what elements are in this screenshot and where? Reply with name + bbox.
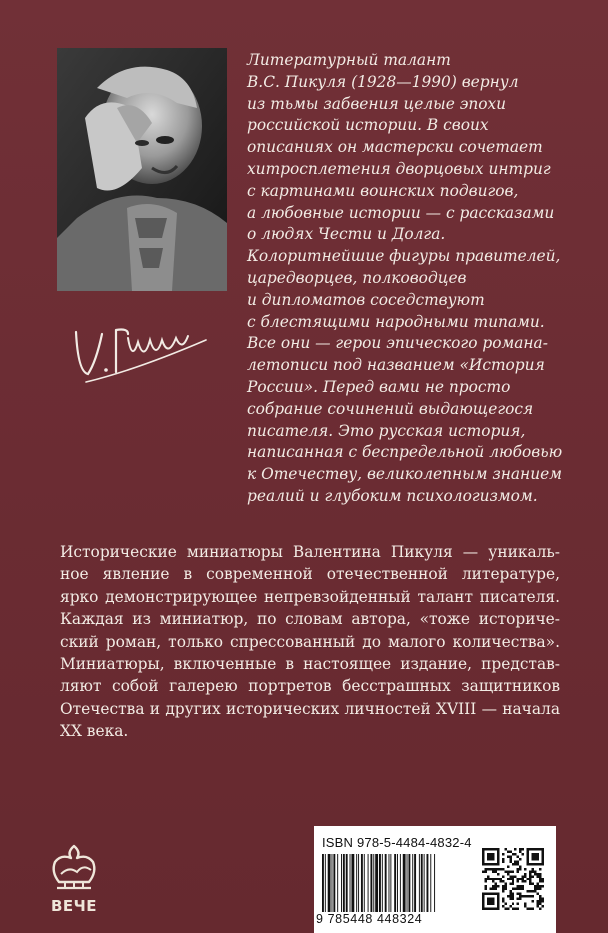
intro-line: писателя. Это русская история, bbox=[247, 421, 526, 440]
author-portrait-photo bbox=[57, 48, 227, 291]
body-line: Каждая из миниатюр, по словам автора, «тоже историче- bbox=[60, 610, 560, 629]
intro-line: к Отечеству, великолепным знанием bbox=[247, 465, 562, 484]
intro-line: с картинами воинских подвигов, bbox=[247, 181, 519, 200]
intro-line: с блестящими народными типами. bbox=[247, 312, 545, 331]
qr-code bbox=[482, 848, 544, 910]
intro-line: В.С. Пикуля (1928—1990) вернул bbox=[247, 72, 519, 91]
body-line: Отечества и других исторических личностей XVIII — начала bbox=[60, 699, 560, 718]
intro-line: российской истории. В своих bbox=[247, 116, 489, 135]
annotation-paragraph bbox=[60, 541, 560, 743]
bird-emblem-icon bbox=[47, 842, 101, 896]
intro-line: России». Перед вами не просто bbox=[247, 377, 511, 396]
author-signature bbox=[66, 312, 216, 390]
intro-line: описаниях он мастерски сочетает bbox=[247, 138, 543, 157]
intro-line: о людях Чести и Долга. bbox=[247, 225, 446, 244]
intro-line: и дипломатов соседствуют bbox=[247, 290, 485, 309]
ean-barcode bbox=[320, 854, 470, 912]
qr-code-image bbox=[482, 848, 544, 910]
body-line: Исторические миниатюры Валентина Пикуля — уникаль- bbox=[60, 543, 560, 561]
ean-number: 9 785448 448324 bbox=[316, 912, 423, 926]
intro-line: царедворцев, полководцев bbox=[247, 268, 467, 287]
isbn-label: ISBN 978-5-4484-4832-4 bbox=[322, 835, 472, 850]
intro-line: Все они — герои эпического романа- bbox=[247, 334, 548, 353]
intro-paragraph bbox=[247, 50, 577, 508]
body-line: XX века. bbox=[60, 722, 129, 741]
intro-line: написанная с беспредельной любовью bbox=[247, 443, 563, 462]
intro-line: хитросплетения дворцовых интриг bbox=[247, 159, 551, 178]
body-line: ляют собой галерею портретов бесстрашных защитников bbox=[60, 677, 560, 696]
publisher-name: ВЕЧЕ bbox=[50, 897, 98, 915]
intro-line: реалий и глубоким психологизмом. bbox=[247, 486, 538, 505]
intro-line: собрание сочинений выдающегося bbox=[247, 399, 534, 418]
body-line: ярко демонстрирующее непревзойденный талант писателя. bbox=[60, 587, 560, 606]
body-line: ский роман, только спрессованный до малого количества». bbox=[60, 632, 560, 651]
intro-line: из тьмы забвения целые эпохи bbox=[247, 94, 507, 113]
intro-line: Колоритнейшие фигуры правителей, bbox=[247, 247, 561, 266]
portrait-image bbox=[57, 48, 227, 291]
intro-line: летописи под названием «История bbox=[247, 356, 545, 375]
publisher-logo bbox=[47, 842, 101, 924]
barcode-bars bbox=[320, 854, 470, 912]
intro-line: а любовные истории — с рассказами bbox=[247, 203, 555, 222]
intro-line: Литературный талант bbox=[247, 51, 451, 69]
body-line: ное явление в современной отечественной литературе, bbox=[60, 565, 560, 584]
signature-image bbox=[66, 312, 216, 390]
barcode-panel bbox=[314, 826, 556, 933]
body-line: Миниатюры, включенные в настоящее издание, представ- bbox=[60, 655, 560, 674]
